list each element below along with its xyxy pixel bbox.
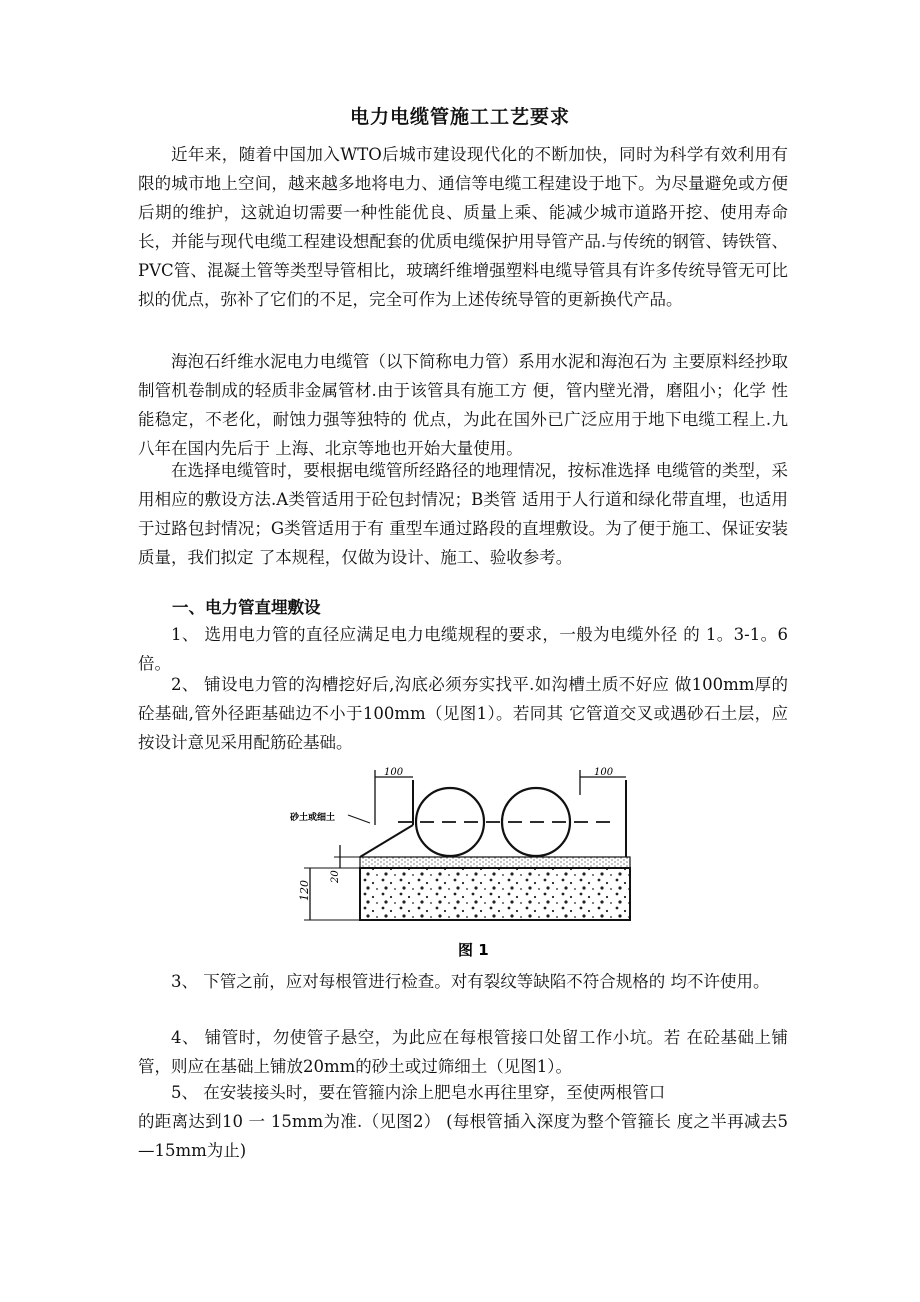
intro-paragraph: 近年来，随着中国加入WTO后城市建设现代化的不断加快，同时为科学有效利用有限的城市地上空间，越来越多地将电力、通信等电缆工程建设于地下。为尽量避免或方便后期的维护，这就迫切需要一种性能优良、质量上乘、能减少城市道路开挖、使用寿命长，并能与现代电缆工程建设想配套的优质电缆保护用导管产品.与传统的钢管、铸铁管、PVC管、混凝土管等类型导管相比，玻璃纤维增强塑料电缆导管具有许多传统导管无可比拟的优点，弥补了它们的不足，完全可作为上述传统导管的更新换代产品。 — [138, 145, 788, 309]
paragraph-seafoam-pipe: 海泡石纤维水泥电力电缆管（以下简称电力管）系用水泥和海泡石为 主要原料经抄取制管机卷制成的轻质非金属管材.由于该管具有施工方 便，管内壁光滑，磨阻小；化学 性能稳定，不老化，耐蚀力强等独特的 优点，为此在国外已广泛应用于地下电缆工程上.九八年在国内先后于 上海、北京等地也开始大量使用。 — [138, 352, 788, 458]
section-heading-direct-burial: 一、电力管直埋敷设 — [172, 598, 321, 617]
list-item-5-line-1: 5、 在安装接头时，要在管箍内涂上肥皂水再往里穿，至使两根管口 — [171, 1083, 666, 1102]
concrete-base — [360, 868, 630, 920]
page-title: 电力电缆管施工工艺要求 — [349, 106, 570, 128]
sand-layer — [360, 857, 630, 868]
dim-text-right-top: 100 — [594, 767, 614, 778]
list-item-5-continuation: 的距离达到10 一 15mm为准.（见图2） (每根管插入深度为整个管箍长 度之半再减去5—15mm为止) — [138, 1112, 788, 1160]
dim-text-left-top: 100 — [384, 767, 404, 778]
label-soil: 砂土或细土 — [290, 813, 336, 823]
label-soil-leader — [348, 815, 370, 823]
list-item-2: 2、 铺设电力管的沟槽挖好后,沟底必须夯实找平.如沟槽土质不好应 做100mm厚的砼基础,管外径距基础边不小于100mm（见图1）。若同其 它管道交叉或遇砂石土层，应按设计意见采用配筋砼基础。 — [138, 675, 788, 752]
dim-text-sand: 20 — [330, 870, 341, 883]
list-item-1: 1、 选用电力管的直径应满足电力电缆规程的要求，一般为电缆外径 的 1。3-1。6倍。 — [138, 625, 788, 673]
trench-slope-left — [360, 825, 413, 857]
figure-caption: 图 1 — [458, 941, 489, 959]
dim-text-depth: 120 — [298, 880, 311, 901]
figure-1-diagram — [290, 765, 640, 960]
list-item-3: 3、 下管之前，应对每根管进行检查。对有裂纹等缺陷不符合规格的 均不许使用。 — [171, 972, 770, 991]
list-item-4: 4、 铺管时，勿使管子悬空，为此应在每根管接口处留工作小坑。若 在砼基础上铺管，则应在基础上铺放20mm的砂土或过筛细土（见图1）。 — [138, 1028, 788, 1076]
paragraph-selection: 在选择电缆管时，要根据电缆管所经路径的地理情况，按标准选择 电缆管的类型，采用相应的敷设方法.A类管适用于砼包封情况；B类管 适用于人行道和绿化带直埋，也适用于过路包封情况；G类管适用于有 重型车通过路段的直埋敷设。为了便于施工、保证安装质量，我们拟定 了本规程，仅做为设计、施工、验收参考。 — [138, 461, 788, 567]
